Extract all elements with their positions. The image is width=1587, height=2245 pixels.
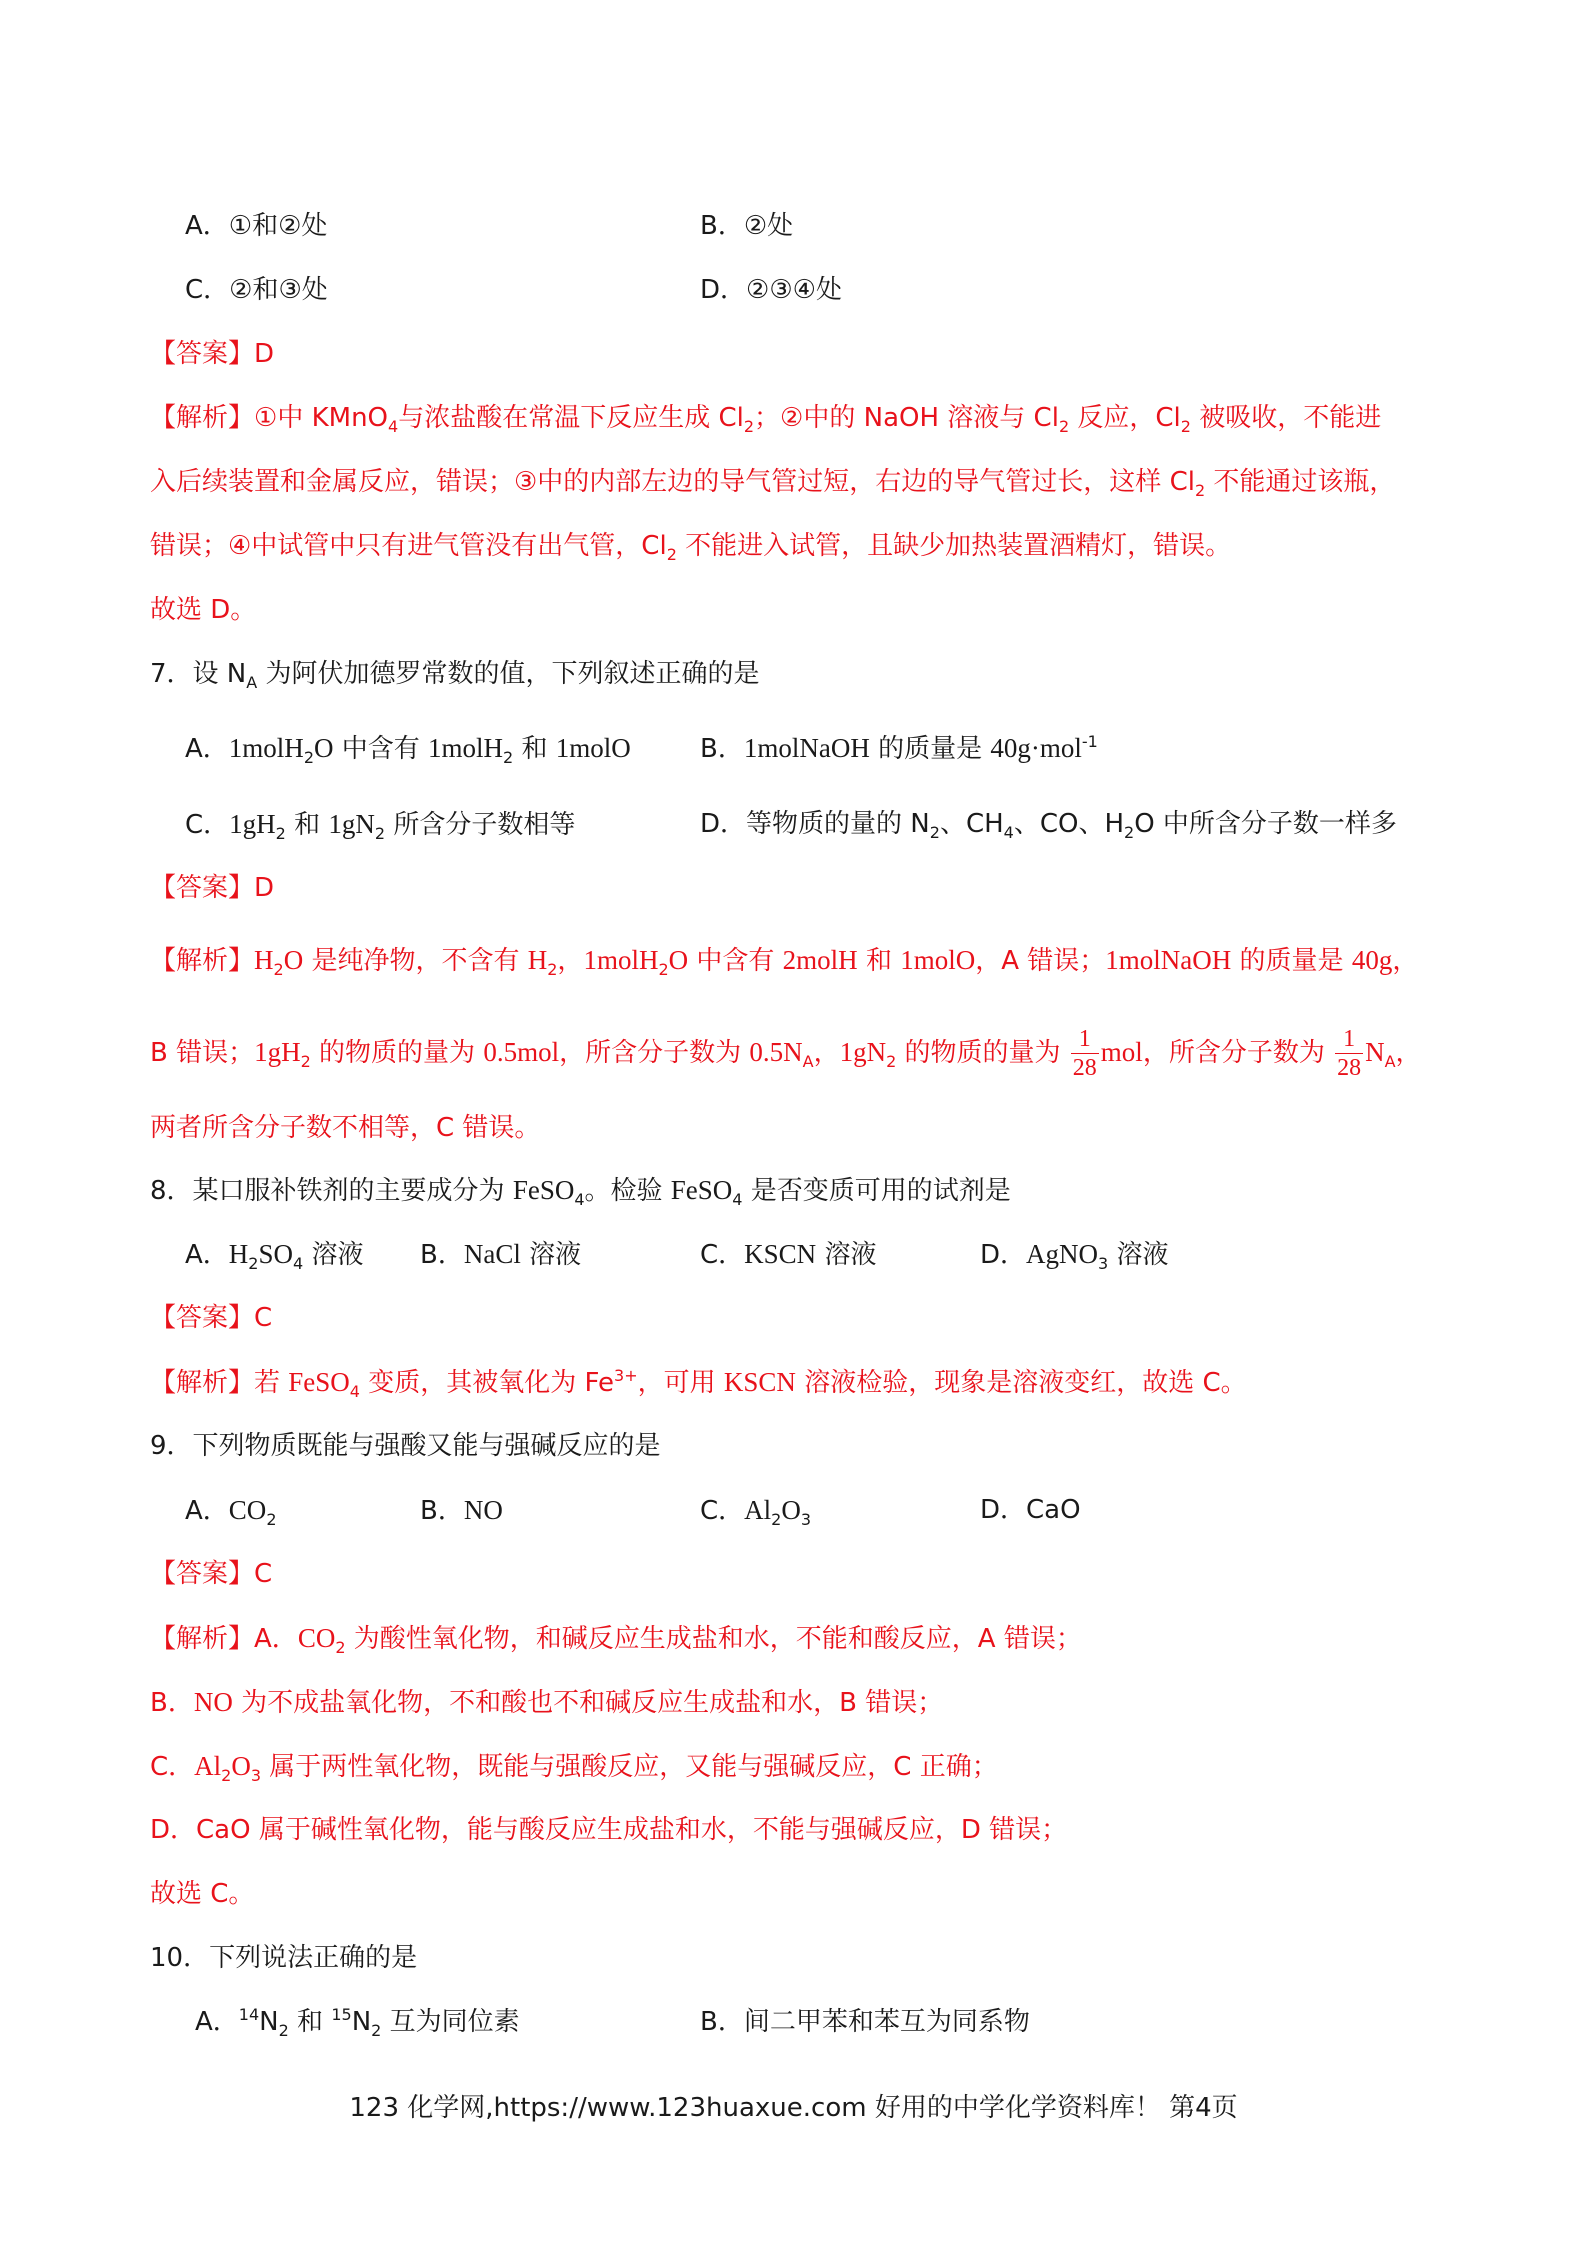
q9-option-d: D．CaO: [980, 1495, 1081, 1525]
option-letter: B．: [420, 1496, 464, 1526]
subscript: 2: [371, 2021, 382, 2040]
text-run: 中含有: [688, 946, 783, 976]
text-run: 和: [857, 946, 901, 976]
option-letter: D．: [980, 1240, 1027, 1270]
q6-option-c: C．②和③处: [185, 275, 328, 305]
text-run: 被吸收，不能进: [1190, 403, 1382, 433]
subscript: 2: [1180, 417, 1191, 436]
text-run: 是纯净物，不含有: [303, 946, 528, 976]
text-run: ，A 错误；: [975, 946, 1106, 976]
q7-option-c: [185, 806, 575, 843]
q6-analysis-line3: [150, 528, 1231, 564]
text-run: 等物质的量的 N: [746, 809, 930, 839]
subscript: 2: [503, 748, 514, 767]
q6-option-d: D．②③④处: [700, 275, 842, 305]
text-run: ，: [813, 1038, 840, 1068]
subscript: 2: [929, 823, 940, 842]
text-run: N: [259, 2007, 279, 2037]
q10-option-b: B．间二甲苯和苯互为同系物: [700, 2007, 1030, 2037]
text-run: 反应，Cl: [1069, 403, 1181, 433]
text-run: 的质量是: [1231, 946, 1352, 976]
text-run: 和: [513, 734, 556, 764]
text-run: 。检验: [584, 1176, 671, 1206]
subscript: 4: [1003, 823, 1014, 842]
q8-answer: 【答案】C: [150, 1303, 273, 1333]
formula: 40g: [1351, 945, 1393, 975]
text-run: 互为同位素: [381, 2007, 520, 2037]
text-run: 为酸性氧化物，和碱反应生成盐和水，不能和酸反应，A 错误；: [345, 1624, 1082, 1654]
text-run: 和: [288, 2007, 332, 2037]
formula: 2molH: [782, 945, 858, 975]
text-run: 若: [254, 1368, 289, 1398]
analysis-label: 【解析】: [150, 1368, 255, 1398]
q9-analysis-d: D．CaO 属于碱性氧化物，能与酸反应生成盐和水，不能与强碱反应，D 错误；: [150, 1815, 1068, 1845]
analysis-label: 【解析】: [150, 403, 255, 433]
text-run: B．: [150, 1688, 194, 1718]
text-run: 错误；④中试管中只有进气管没有出气管，Cl: [150, 531, 667, 561]
text-run: 溶液: [520, 1240, 582, 1270]
text-run: ，: [557, 946, 584, 976]
formula: 1gN: [328, 809, 375, 839]
subscript: 2: [273, 960, 284, 979]
formula: O: [283, 945, 304, 975]
fraction-denominator: 28: [1072, 1055, 1097, 1081]
formula: Al: [194, 1751, 222, 1781]
subscript: A: [246, 673, 258, 692]
text-run: ，: [1392, 946, 1419, 976]
formula: CO: [228, 1495, 267, 1525]
text-run: 变质，其被氧化为 Fe: [359, 1368, 615, 1398]
formula: FeSO: [512, 1175, 575, 1205]
subscript: 2: [666, 545, 677, 564]
formula: O: [668, 945, 689, 975]
subscript: 2: [248, 1254, 259, 1273]
text-run: 不能进入试管，且缺少加热装置酒精灯，错误。: [676, 531, 1232, 561]
subscript: 2: [658, 960, 669, 979]
q9-analysis-b: [150, 1684, 943, 1721]
formula: H: [228, 1239, 249, 1269]
formula: 1molH: [428, 733, 504, 763]
page-footer: 123 化学网,https://www.123huaxue.com 好用的中学化学资料库！ 第4页: [349, 2093, 1238, 2123]
option-letter: A．: [185, 1240, 229, 1270]
text-run: 所含分子数相等: [385, 810, 576, 840]
subscript: 2: [1058, 417, 1070, 436]
subscript: 2: [221, 1766, 232, 1785]
text-run: N: [351, 2007, 372, 2037]
q8-option-a: [185, 1236, 363, 1273]
q7-analysis-line3: 两者所含分子数不相等，C 错误。: [150, 1113, 541, 1143]
text-run: 溶液: [303, 1240, 364, 1270]
text-run: ，所含分子数为: [559, 1038, 750, 1068]
option-letter: A．: [185, 734, 229, 764]
formula: FeSO: [670, 1175, 733, 1205]
subscript: 2: [886, 1052, 897, 1071]
q9-analysis-c: [150, 1748, 998, 1785]
formula: AgNO: [1026, 1239, 1099, 1269]
subscript: 2: [1194, 481, 1206, 500]
text-run: 入后续装置和金属反应，错误；③中的内部左边的导气管过短，右边的导气管过长，这样 Cl: [150, 467, 1195, 497]
formula: O: [314, 733, 334, 763]
subscript: 2: [1124, 823, 1135, 842]
formula: 1molNaOH: [743, 733, 870, 763]
q7-option-a: [185, 730, 631, 767]
q7-option-d: [700, 806, 1397, 842]
q7-option-b: [700, 730, 1098, 767]
subscript: 4: [293, 1254, 304, 1273]
subscript: 3: [250, 1766, 262, 1785]
option-letter: D．: [700, 809, 747, 839]
superscript: 3+: [614, 1366, 638, 1385]
text-run: 溶液: [1108, 1240, 1169, 1270]
formula: 1gH: [254, 1037, 301, 1067]
analysis-label: 【解析】: [150, 946, 255, 976]
q7-stem: [150, 656, 759, 692]
formula: KSCN: [744, 1239, 817, 1269]
formula: 1gN: [839, 1037, 887, 1067]
option-letter: A．: [185, 1496, 229, 1526]
subscript: A: [802, 1052, 814, 1071]
q6-analysis-line1: [150, 400, 1381, 436]
formula: 0.5N: [749, 1037, 803, 1067]
text-run: 溶液检验，现象是溶液变红，故选 C。: [795, 1368, 1247, 1398]
text-run: 与浓盐酸在常温下反应生成 Cl: [398, 403, 744, 433]
formula: 1molO: [900, 945, 976, 975]
fraction-denominator: 28: [1337, 1055, 1362, 1081]
subscript: 2: [335, 1638, 346, 1657]
formula: O: [781, 1495, 801, 1525]
subscript: 2: [374, 824, 386, 843]
formula: NO: [193, 1687, 233, 1717]
formula: FeSO: [288, 1367, 350, 1397]
q9-conclusion: 故选 C。: [150, 1879, 255, 1909]
subscript: 2: [303, 748, 314, 767]
formula: 0.5mol: [483, 1037, 560, 1067]
formula: mol: [1100, 1037, 1143, 1067]
option-letter: C．: [700, 1496, 745, 1526]
subscript: 4: [574, 1190, 585, 1209]
formula: 1molH: [228, 733, 304, 763]
text-run: 属于两性氧化物，既能与强酸反应，又能与强碱反应，C 正确；: [261, 1752, 998, 1782]
q8-option-c: [700, 1236, 876, 1273]
fraction-numerator: 1: [1335, 1025, 1363, 1054]
q9-stem: 9．下列物质既能与强酸又能与强碱反应的是: [150, 1431, 661, 1461]
subscript: 4: [732, 1190, 743, 1209]
q10-option-a: [195, 2004, 520, 2040]
text-run: 和: [285, 810, 329, 840]
q6-option-a: A．①和②处: [185, 211, 328, 241]
q8-analysis: [150, 1364, 1247, 1401]
q6-conclusion: 故选 D。: [150, 595, 257, 625]
text-run: ，所含分子数为: [1142, 1038, 1334, 1068]
text-run: 的物质的量为: [896, 1038, 1069, 1068]
formula: 1gH: [229, 809, 276, 839]
superscript: 14: [238, 2005, 260, 2024]
q9-analysis-a: [150, 1620, 1082, 1657]
text-run: 是否变质可用的试剂是: [742, 1176, 1011, 1206]
fraction: [1335, 1025, 1363, 1082]
q9-option-b: [420, 1492, 503, 1529]
text-run: 的物质的量为: [310, 1038, 484, 1068]
q7-analysis-line1: [150, 942, 1418, 979]
q9-answer: 【答案】C: [150, 1559, 273, 1589]
q6-analysis-line2: [150, 464, 1395, 500]
formula: H: [638, 945, 659, 975]
text-run: ①中 KMnO: [254, 403, 389, 433]
subscript: 2: [300, 1052, 311, 1071]
text-run: 为阿伏加德罗常数的值，下列叙述正确的是: [257, 659, 760, 689]
text-run: ，: [1395, 1038, 1422, 1068]
formula: H: [254, 945, 274, 975]
superscript: -1: [1081, 732, 1098, 751]
superscript: 15: [331, 2005, 352, 2024]
formula: CO: [297, 1623, 336, 1653]
formula: H: [527, 945, 548, 975]
formula: O: [231, 1751, 251, 1781]
fraction: [1071, 1025, 1099, 1082]
q6-option-b: B．②处: [700, 211, 794, 241]
formula: Al: [744, 1495, 772, 1525]
subscript: 3: [1098, 1254, 1109, 1273]
option-letter: A．: [195, 2007, 239, 2037]
text-run: 的质量是: [869, 734, 991, 764]
text-run: O 中所含分子数一样多: [1134, 809, 1397, 839]
text-run: 8．某口服补铁剂的主要成分为: [150, 1176, 513, 1206]
option-letter: C．: [700, 1240, 745, 1270]
formula: 1molNaOH: [1105, 945, 1232, 975]
q7-answer: 【答案】D: [150, 873, 275, 903]
q8-stem: [150, 1172, 1011, 1209]
formula: SO: [258, 1239, 293, 1269]
fraction-numerator: 1: [1071, 1025, 1099, 1054]
formula: NO: [463, 1495, 503, 1525]
text-run: 溶液: [816, 1240, 877, 1270]
formula: 40g·mol: [990, 733, 1082, 763]
formula: NaCl: [463, 1239, 521, 1269]
q7-analysis-line2: [150, 1022, 1422, 1083]
q8-option-b: [420, 1236, 581, 1273]
text-run: 不能通过该瓶，: [1205, 467, 1396, 497]
q8-option-d: [980, 1236, 1168, 1273]
analysis-label: 【解析】: [150, 1624, 255, 1654]
text-run: 、CH: [939, 809, 1004, 839]
option-letter: B．: [700, 734, 744, 764]
subscript: 2: [275, 824, 286, 843]
subscript: 2: [266, 1510, 277, 1529]
subscript: 2: [278, 2021, 289, 2040]
formula: N: [1365, 1037, 1385, 1067]
text-run: 、CO、H: [1013, 809, 1125, 839]
text-run: 7．设 N: [150, 659, 247, 689]
option-letter: B．: [420, 1240, 464, 1270]
text-run: 为不成盐氧化物，不和酸也不和碱反应生成盐和水，B 错误；: [232, 1688, 944, 1718]
q9-option-c: [700, 1492, 811, 1529]
text-run: ，可用: [637, 1368, 724, 1398]
subscript: 2: [743, 417, 755, 436]
subscript: A: [1384, 1052, 1396, 1071]
text-run: A．: [254, 1624, 298, 1654]
text-run: B 错误；: [150, 1038, 255, 1068]
q10-stem: 10．下列说法正确的是: [150, 1943, 418, 1973]
q9-option-a: [185, 1492, 277, 1529]
text-run: ；②中的 NaOH 溶液与 Cl: [754, 403, 1059, 433]
subscript: 2: [547, 960, 558, 979]
q6-answer: 【答案】D: [150, 339, 275, 369]
subscript: 4: [349, 1382, 360, 1401]
option-letter: C．: [185, 810, 230, 840]
text-run: 中含有: [333, 734, 429, 764]
text-run: C．: [150, 1752, 195, 1782]
formula: 1molO: [555, 733, 631, 763]
formula: 1mol: [583, 945, 639, 975]
subscript: 3: [800, 1510, 812, 1529]
formula: KSCN: [723, 1367, 796, 1397]
subscript: 2: [771, 1510, 782, 1529]
subscript: 4: [388, 417, 399, 436]
